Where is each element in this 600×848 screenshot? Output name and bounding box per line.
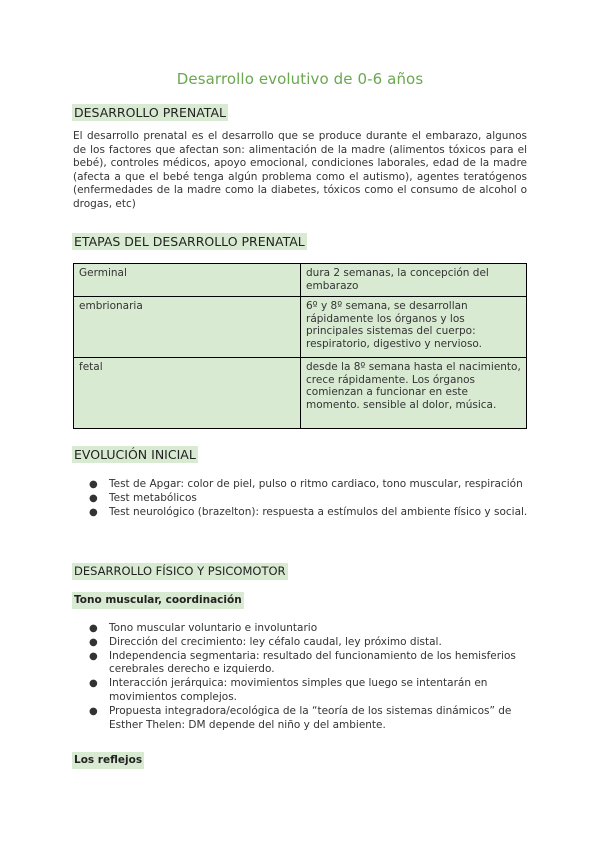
list-item bbox=[89, 622, 529, 636]
table-row bbox=[74, 297, 527, 358]
bullet-icon: ● bbox=[89, 650, 98, 662]
table-row bbox=[74, 358, 527, 429]
list-item-text: Dirección del crecimiento: ley céfalo caudal, ley próximo distal. bbox=[109, 635, 442, 648]
list-item-text: Independencia segmentaria: resultado del funcionamiento de los hemisferios cerebrales derecho e izquierdo. bbox=[109, 649, 516, 676]
list-item bbox=[89, 478, 529, 492]
bullet-icon: ● bbox=[89, 506, 98, 518]
stage-name: embrionaria bbox=[74, 297, 301, 358]
reflexes-subheading bbox=[72, 752, 144, 769]
stages-heading-text: ETAPAS DEL DESARROLLO PRENATAL bbox=[74, 234, 305, 249]
physical-heading bbox=[72, 563, 288, 580]
list-item bbox=[89, 677, 529, 705]
stages-table bbox=[73, 263, 527, 429]
prenatal-paragraph: El desarrollo prenatal es el desarrollo que se produce durante el embarazo, algunos de los factores que afectan son: alimentación de la madre (alimentos tóxicos para el bebé), controles médicos, apoyo emocional, condiciones laborales, edad de la madre (afecta a que el bebé tenga algún problema como el autismo), agentes teratógenos (enfermedades de la madre como la diabetes, tóxicos como el consumo de alcohol o drogas, etc) bbox=[73, 130, 527, 210]
list-item bbox=[89, 704, 529, 733]
physical-list bbox=[89, 622, 529, 732]
initial-list bbox=[89, 478, 529, 519]
list-item bbox=[89, 491, 529, 506]
bullet-icon: ● bbox=[89, 479, 98, 490]
list-item-text: Test de Apgar: color de piel, pulso o ritmo cardiaco, tono muscular, respiración bbox=[109, 478, 523, 490]
bullet-icon: ● bbox=[89, 705, 98, 717]
list-item-text: Test metabólicos bbox=[109, 491, 197, 504]
stage-description: 6º y 8º semana, se desarrollan rápidamente los órganos y los principales sistemas del cuerpo: respiratorio, digestivo y nervioso. bbox=[301, 297, 527, 358]
stage-name: fetal bbox=[74, 358, 301, 429]
prenatal-heading bbox=[72, 104, 228, 121]
bullet-icon: ● bbox=[89, 492, 98, 504]
bullet-icon: ● bbox=[89, 623, 98, 634]
physical-heading-text: DESARROLLO FÍSICO Y PSICOMOTOR bbox=[74, 564, 286, 578]
list-item-text: Tono muscular voluntario e involuntario bbox=[109, 622, 318, 634]
physical-subheading bbox=[72, 592, 244, 609]
physical-subheading-text: Tono muscular, coordinación bbox=[72, 592, 244, 609]
initial-heading bbox=[72, 446, 198, 463]
bullet-icon: ● bbox=[89, 678, 98, 690]
initial-heading-text: EVOLUCIÓN INICIAL bbox=[74, 447, 196, 462]
table-row bbox=[74, 264, 527, 297]
stages-heading bbox=[72, 233, 307, 250]
stage-description: desde la 8º semana hasta el nacimiento, crece rápidamente. Los órganos comienzan a funcionar en este momento. sensible al dolor, música. bbox=[301, 358, 527, 429]
reflexes-subheading-text: Los reflejos bbox=[72, 752, 144, 769]
list-item-text: Test neurológico (brazelton): respuesta a estímulos del ambiente físico y social. bbox=[109, 505, 528, 518]
stage-description: dura 2 semanas, la concepción del embarazo bbox=[301, 264, 527, 297]
list-item-text: Propuesta integradora/ecológica de la “teoría de los sistemas dinámicos” de Esther Thelen: DM depende del niño y del ambiente. bbox=[109, 704, 512, 731]
list-item bbox=[89, 649, 529, 678]
list-item-text: Interacción jerárquica: movimientos simples que luego se intentarán en movimientos complejos. bbox=[109, 677, 488, 703]
list-item bbox=[89, 505, 529, 520]
stage-name: Germinal bbox=[74, 264, 301, 297]
document-title: Desarrollo evolutivo de 0-6 años bbox=[176, 70, 424, 88]
prenatal-heading-text: DESARROLLO PRENATAL bbox=[74, 105, 226, 120]
list-item bbox=[89, 635, 529, 650]
bullet-icon: ● bbox=[89, 636, 98, 648]
